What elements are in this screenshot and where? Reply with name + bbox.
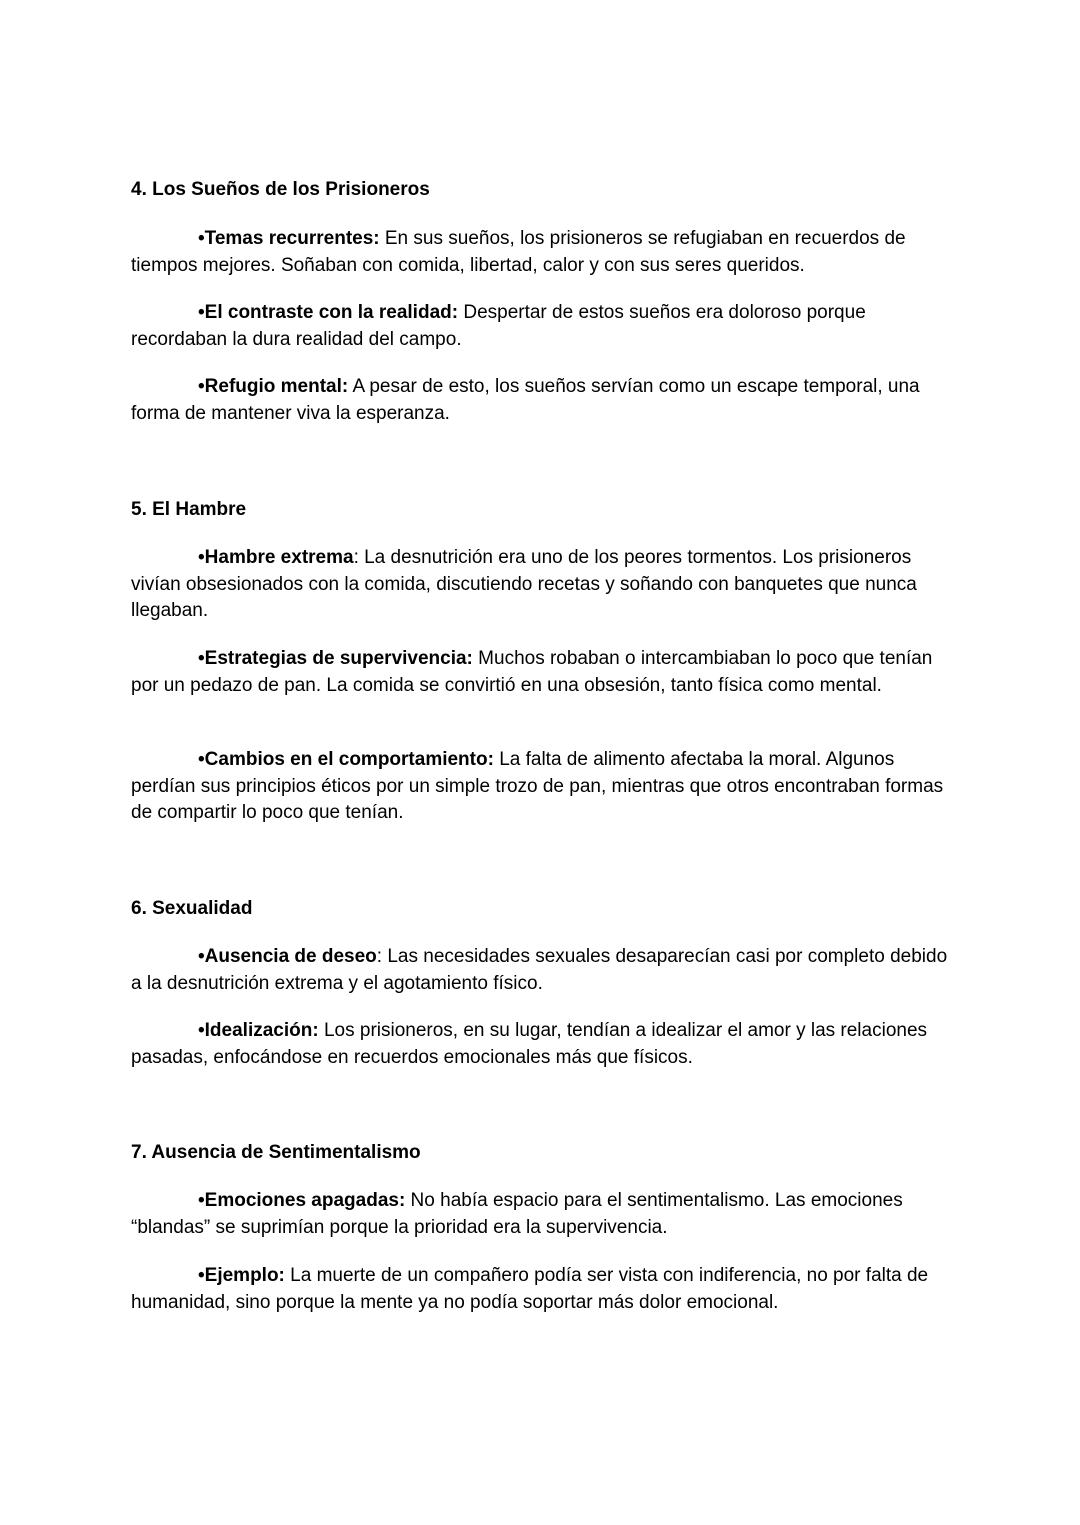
paragraph <box>131 1263 961 1316</box>
section-sexualidad <box>131 896 961 922</box>
paragraph-text: Despertar de estos sueños era doloroso porque recordaban la dura realidad del campo. <box>131 302 866 350</box>
paragraph-text: La falta de alimento afectaba la moral. Algunos perdían sus principios éticos por un simple trozo de pan, mientras que otros encontraban formas de compartir lo poco que tenían. <box>131 749 944 823</box>
paragraph <box>131 646 961 699</box>
paragraph <box>131 1188 961 1241</box>
section-heading: 4. Los Sueños de los Prisioneros <box>131 179 430 200</box>
paragraph-term: •Emociones apagadas: <box>198 1190 406 1211</box>
paragraph-text: Muchos robaban o intercambiaban lo poco que tenían por un pedazo de pan. La comida se convirtió en una obsesión, tanto física como mental. <box>131 648 933 696</box>
paragraph <box>131 944 961 997</box>
section-heading: 7. Ausencia de Sentimentalismo <box>131 1142 421 1163</box>
paragraph-term: •El contraste con la realidad: <box>198 302 459 323</box>
paragraph-term: •Temas recurrentes: <box>198 228 380 249</box>
paragraph <box>131 226 961 279</box>
paragraph <box>131 545 961 625</box>
paragraph-term: •Hambre extrema <box>198 547 354 568</box>
paragraph-text: No había espacio para el sentimentalismo. Las emociones “blandas” se suprimían porque la prioridad era la supervivencia. <box>131 1190 903 1238</box>
section-heading: 5. El Hambre <box>131 499 247 520</box>
paragraph-term: •Cambios en el comportamiento: <box>198 749 494 770</box>
section-suenos <box>131 177 961 203</box>
paragraph-text: Los prisioneros, en su lugar, tendían a idealizar el amor y las relaciones pasadas, enfocándose en recuerdos emocionales más que físicos. <box>131 1020 928 1068</box>
paragraph-term: •Idealización: <box>198 1020 319 1041</box>
paragraph <box>131 300 961 353</box>
paragraph-text: La muerte de un compañero podía ser vista con indiferencia, no por falta de humanidad, sino porque la mente ya no podía soportar más dolor emocional. <box>131 1265 929 1313</box>
paragraph <box>131 747 961 827</box>
paragraph-text: : Las necesidades sexuales desaparecían casi por completo debido a la desnutrición extrema y el agotamiento físico. <box>131 946 948 994</box>
paragraph <box>131 1018 961 1071</box>
paragraph-text: En sus sueños, los prisioneros se refugiaban en recuerdos de tiempos mejores. Soñaban con comida, libertad, calor y con sus seres queridos. <box>131 228 906 276</box>
paragraph-term: •Estrategias de supervivencia: <box>198 648 473 669</box>
paragraph-term: •Refugio mental: <box>198 376 349 397</box>
paragraph-text: A pesar de esto, los sueños servían como un escape temporal, una forma de mantener viva la esperanza. <box>131 376 920 424</box>
paragraph-text: : La desnutrición era uno de los peores tormentos. Los prisioneros vivían obsesionados con la comida, discutiendo recetas y soñando con banquetes que nunca llegaban. <box>131 547 917 621</box>
paragraph-term: •Ausencia de deseo <box>198 946 377 967</box>
section-sentimentalismo <box>131 1140 961 1166</box>
section-hambre <box>131 497 961 523</box>
paragraph <box>131 374 961 427</box>
section-heading: 6. Sexualidad <box>131 898 253 919</box>
paragraph-term: •Ejemplo: <box>198 1265 285 1286</box>
